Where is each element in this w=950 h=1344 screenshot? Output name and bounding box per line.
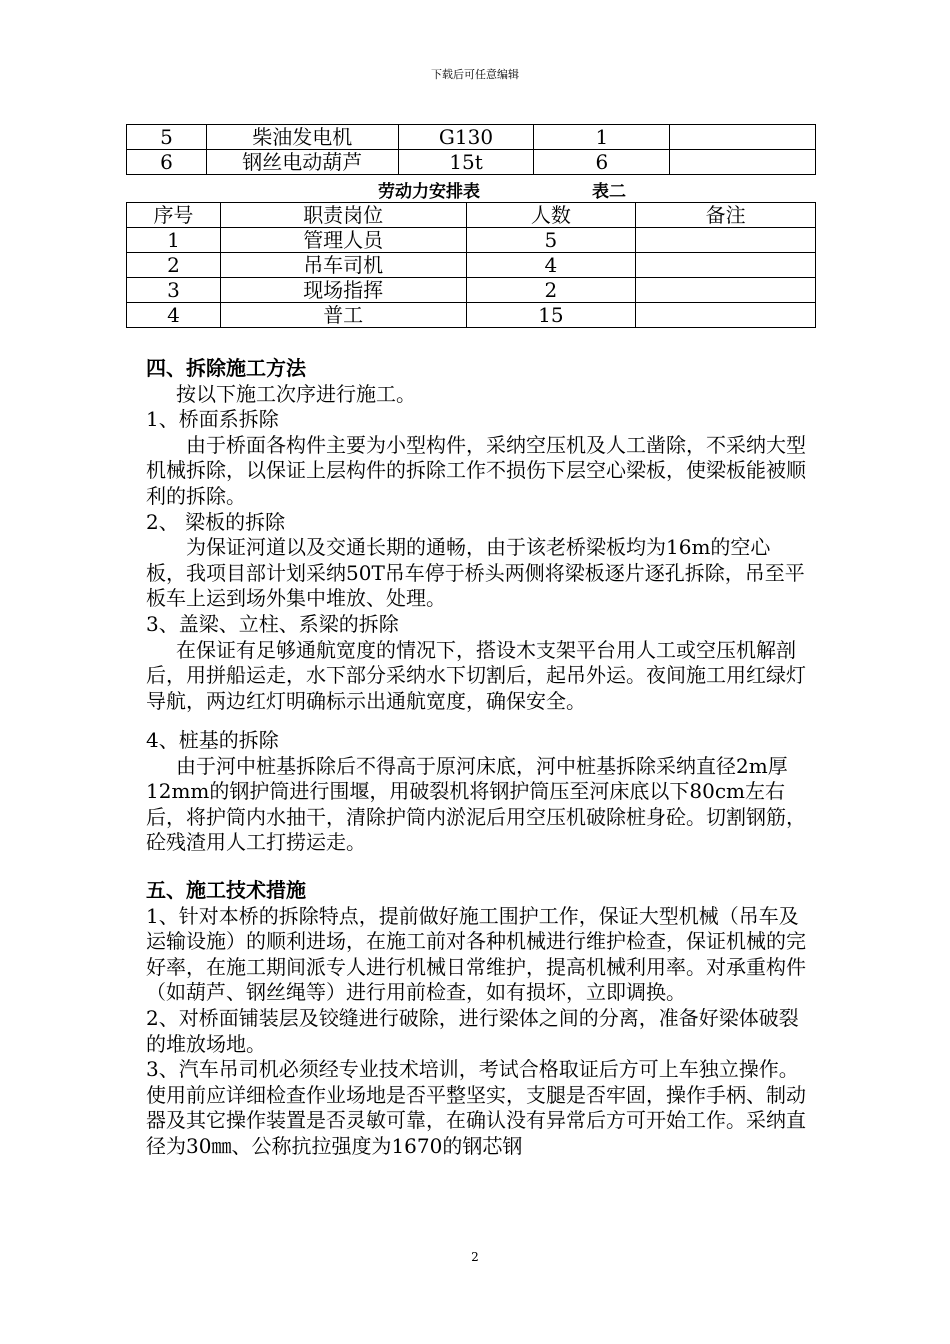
table-cell (636, 278, 816, 303)
labor-table-title: 劳动力安排表 (378, 182, 480, 202)
subsection-title: 4、桩基的拆除 (146, 728, 279, 752)
labor-table-number: 表二 (592, 182, 626, 202)
subsection-title: 1、桥面系拆除 (146, 407, 279, 432)
table-row (127, 228, 816, 253)
section-demolition-method (146, 356, 810, 714)
table-cell: 1 (534, 125, 670, 150)
section-heading: 四、拆除施工方法 (146, 356, 306, 380)
table-cell: 普工 (220, 303, 466, 328)
table-row (127, 253, 816, 278)
paragraph: 在保证有足够通航宽度的情况下，搭设木支架平台用人工或空压机解剖后，用拼船运走，水下部分采纳水下切割后，起吊外运。夜间施工用红绿灯导航，两边红灯明确标示出通航宽度，确保安全。 (146, 637, 806, 713)
table-cell: 5 (127, 125, 207, 150)
table-cell: 2 (466, 278, 636, 303)
table-cell: 1 (127, 228, 221, 253)
section-technical-measures (146, 878, 810, 1160)
table-cell (636, 303, 816, 328)
section-heading: 五、施工技术措施 (146, 878, 306, 902)
table-header-row (127, 203, 816, 228)
table-cell: G130 (398, 125, 534, 150)
paragraph: 1、针对本桥的拆除特点，提前做好施工围护工作，保证大型机械（吊车及运输设施）的顺利进场，在施工前对各种机械进行维护检查，保证机械的完好率，在施工期间派专人进行机械日常维护，提高机械利用率。对承重构件（如葫芦、钢丝绳等）进行用前检查，如有损坏，立即调换。 (146, 903, 806, 1005)
table-cell: 15 (466, 303, 636, 328)
table-cell: 6 (127, 150, 207, 175)
table-cell: 吊车司机 (220, 253, 466, 278)
subsection-title: 3、盖梁、立柱、系梁的拆除 (146, 611, 399, 636)
paragraph: 为保证河道以及交通长期的通畅，由于该老桥梁板均为16m的空心板，我项目部计划采纳50T吊车停于桥头两侧将梁板逐片逐孔拆除，吊至平板车上运到场外集中堆放、处理。 (146, 535, 805, 611)
paragraph: 由于桥面各构件主要为小型构件，采纳空压机及人工凿除，不采纳大型机械拆除，以保证上层构件的拆除工作不损伤下层空心梁板，使梁板能被顺利的拆除。 (146, 432, 806, 508)
column-header: 序号 (127, 203, 221, 228)
column-header: 人数 (466, 203, 636, 228)
section-pile-removal (146, 728, 810, 856)
table-cell: 管理人员 (220, 228, 466, 253)
table-cell: 柴油发电机 (206, 125, 398, 150)
table-cell: 6 (534, 150, 670, 175)
paragraph: 2、对桥面铺装层及铰缝进行破除，进行梁体之间的分离，准备好梁体破裂的堆放场地。 (146, 1005, 799, 1056)
equipment-table (126, 124, 816, 175)
paragraph: 由于河中桩基拆除后不得高于原河床底，河中桩基拆除采纳直径2m厚12mm的钢护筒进行围堰，用破裂机将钢护筒压至河床底以下80cm左右后，将护筒内水抽干，清除护筒内淤泥后用空压机破除桩身砼。切割钢筋，砼残渣用人工打捞运走。 (146, 753, 806, 855)
table-row (127, 125, 816, 150)
table-cell: 钢丝电动葫芦 (206, 150, 398, 175)
table-cell: 4 (127, 303, 221, 328)
subsection-title: 2、 梁板的拆除 (146, 509, 286, 534)
table-cell (636, 228, 816, 253)
table-cell: 现场指挥 (220, 278, 466, 303)
table-row (127, 150, 816, 175)
column-header: 职责岗位 (220, 203, 466, 228)
table-row (127, 303, 816, 328)
table-cell (636, 253, 816, 278)
paragraph: 按以下施工次序进行施工。 (176, 381, 416, 406)
paragraph: 3、汽车吊司机必须经专业技术培训，考试合格取证后方可上车独立操作。使用前应详细检查作业场地是否平整坚实，支腿是否牢固，操作手柄、制动器及其它操作装置是否灵敏可靠，在确认没有异常后方可开始工作。采纳直径为30㎜、公称抗拉强度为1670的钢芯钢 (146, 1057, 806, 1158)
table-cell: 4 (466, 253, 636, 278)
table-cell: 5 (466, 228, 636, 253)
table-cell: 2 (127, 253, 221, 278)
page-number: 2 (471, 1250, 479, 1264)
table-cell: 15t (398, 150, 534, 175)
table-row (127, 278, 816, 303)
table-cell: 3 (127, 278, 221, 303)
page-header: 下载后可任意编辑 (431, 68, 519, 81)
table-cell (670, 150, 816, 175)
column-header: 备注 (636, 203, 816, 228)
table-cell (670, 125, 816, 150)
labor-table (126, 202, 816, 328)
